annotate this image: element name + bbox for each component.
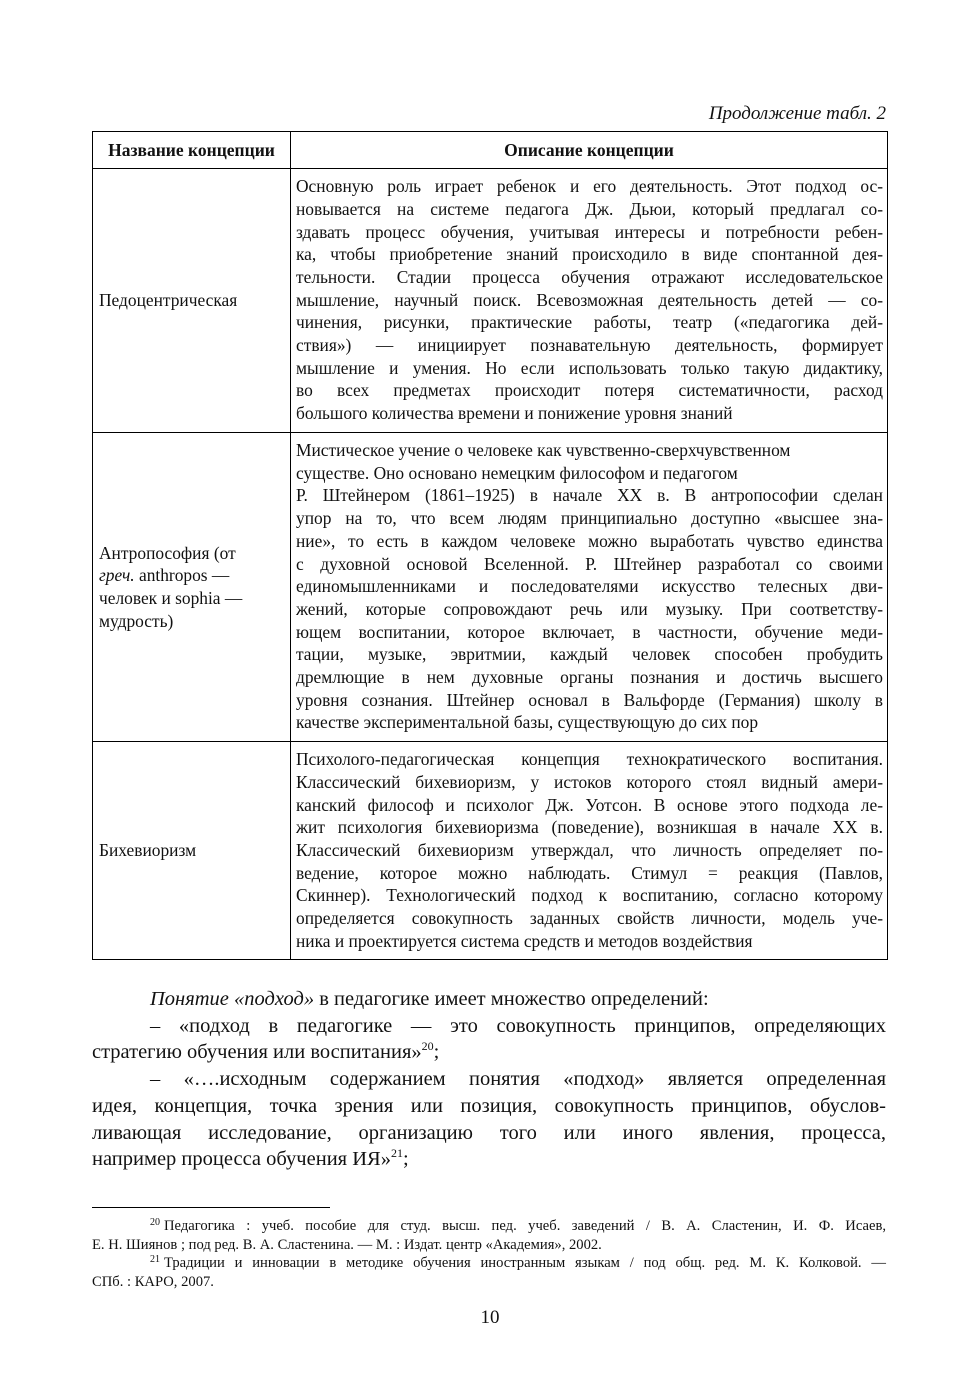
footnote-text: Педагогика : учеб. пособие для студ. высш. пед. учеб. заведений / В. А. Сластенин, И. Ф. Исаев, <box>164 1218 886 1234</box>
footnote-line: СПб. : КАРО, 2007. <box>92 1273 214 1290</box>
description-line: ющем воспитании, которое включает, в частности, обучение меди- <box>296 621 883 642</box>
page-number: 10 <box>480 1307 500 1328</box>
description-line: ствия») — инициирует познавательную деятельность, формирует <box>296 335 883 356</box>
definition-line: идея, концепция, точка зрения или позиция, совокупность принципов, обуслов- <box>92 1094 886 1117</box>
table-row <box>93 169 888 433</box>
concept-description <box>291 742 888 960</box>
description-line: ка, чтобы приобретение знаний происходило в виде спонтанной дея- <box>296 244 883 265</box>
paragraph-intro <box>92 986 886 1013</box>
body-text <box>92 986 886 1173</box>
description-line: ведение, которое можно наблюдать. Стимул = реакция (Павлов, <box>296 862 883 883</box>
description-line: Мистическое учение о человеке как чувственно-сверхчувственном <box>296 440 791 460</box>
concept-name-line <box>99 564 284 587</box>
description-line: тации, музыке, эвритмии, каждый человек способен пробудить <box>296 644 883 665</box>
footnote-ref[interactable]: 21 <box>390 1146 403 1161</box>
description-line: с духовной основой Вселенной. Р. Штейнер разработал со своими <box>296 553 883 574</box>
footnote-number: 21 <box>150 1254 160 1266</box>
definition-line: ливающая исследование, организацию того или иного явления, процесса, <box>92 1121 886 1144</box>
footnote-ref[interactable]: 20 <box>421 1039 434 1054</box>
table-caption: Продолжение табл. 2 <box>708 103 886 124</box>
description-line: существе. Оно основано немецким философом и педагогом <box>296 462 738 483</box>
concept-name <box>93 742 291 960</box>
concept-name <box>93 169 291 433</box>
description-line: Скиннер). Технологический подход к воспитанию, согласно которому <box>296 885 883 906</box>
footnotes <box>92 1217 886 1291</box>
description-line: Классический бихевиоризм, у истоков которого стоял видный амери- <box>296 771 883 792</box>
footnote-line: Е. Н. Шиянов ; под ред. В. А. Сластенина. — М. : Издат. центр «Академия», 2002. <box>92 1236 602 1253</box>
description-line: дремлющие в нем духовные органы познания и достичь высшего <box>296 667 883 688</box>
punctuation: ; <box>402 1148 409 1171</box>
description-line: жений, которые сопровождают речь или музыку. При соответству- <box>296 598 883 619</box>
concept-description <box>291 433 888 742</box>
footnote-line <box>92 1254 886 1273</box>
concept-description <box>291 169 888 433</box>
footnote-number: 20 <box>150 1217 160 1228</box>
description-line: жит психология бихевиоризма (поведение), возникшая в начале XX в. <box>296 817 883 838</box>
definition-line <box>92 1146 886 1173</box>
description-line: Р. Штейнером (1861–1925) в начале XX в. В антропософии сделан <box>296 485 883 506</box>
column-header-description: Описание концепции <box>291 132 888 169</box>
greek-abbrev: греч. <box>99 565 135 586</box>
definition-line: – «подход в педагогике — это совокупность принципов, определяющих <box>150 1014 886 1037</box>
concepts-table <box>92 131 888 960</box>
description-line: Психолого-педагогическая концепция технократического воспитания. <box>296 749 883 770</box>
term-italic: Понятие «подход» <box>150 988 315 1010</box>
footnote-separator <box>92 1207 330 1208</box>
concept-name-line: Бихевиоризм <box>99 840 197 861</box>
description-line: Классический бихевиоризм утверждал, что личность определяет по- <box>296 839 883 860</box>
paragraph-text: в педагогике имеет множество определений: <box>314 988 709 1010</box>
table-row <box>93 433 888 742</box>
description-line: мышление и умения. Но если использовать только такую дидактику, <box>296 357 883 378</box>
paragraph-text: стратегию обучения или воспитания» <box>92 1041 422 1064</box>
table-row <box>93 742 888 960</box>
description-line: тельности. Стадии процесса обучения отражают исследовательское <box>296 266 883 287</box>
description-line: Основную роль играет ребенок и его деятельность. Этот подход ос- <box>296 176 883 197</box>
definition-line: – «….исходным содержанием понятия «подход» является определенная <box>150 1068 886 1091</box>
description-line: единомышленниками и последователями искусство телесных дви- <box>296 576 883 597</box>
concept-name-fragment: anthropos — <box>134 565 230 586</box>
description-line: здавать процесс обучения, учитывая интересы и потребности ребен- <box>296 221 883 242</box>
description-line: чинения, рисунки, практические работы, театр («педагогика дей- <box>296 312 883 333</box>
description-line: уровня сознания. Штейнер основал в Вальфорде (Германия) школу в <box>296 689 883 710</box>
description-line: определяется совокупность заданных свойств личности, модель уче- <box>296 908 883 929</box>
description-line: ние», то есть в каждом человеке можно выработать чувство единства <box>296 530 883 551</box>
footnote-text: Традиции и инновации в методике обучения иностранным языкам / под общ. ред. М. К. Колковой. — <box>164 1255 886 1272</box>
definition-line <box>92 1039 886 1066</box>
concept-name <box>93 433 291 742</box>
description-line: ника и проектируется система средств и методов воздействия <box>296 930 753 951</box>
punctuation: ; <box>433 1041 440 1064</box>
concept-name-line: Педоцентрическая <box>99 290 238 311</box>
concept-name-line: человек и sophia — <box>99 588 243 609</box>
description-line: качестве экспериментальной базы, существующую до сих пор <box>296 712 759 733</box>
description-line: упор на то, что всем людям принципиально доступно «высшее зна- <box>296 508 883 529</box>
column-header-name: Название концепции <box>93 132 291 169</box>
table-header-row <box>93 132 888 169</box>
description-line: мышление, научный поиск. Всевозможная деятельность детей — со- <box>296 289 883 310</box>
description-line: большого количества времени и понижение уровня знаний <box>296 403 733 424</box>
description-line: во всех предметах происходит потеря систематичности, расход <box>296 380 883 401</box>
footnote-line <box>92 1217 886 1236</box>
paragraph-text: например процесса обучения ИЯ» <box>92 1148 391 1171</box>
description-line: канский философ и психолог Дж. Уотсон. В основе этого подхода ле- <box>296 794 883 815</box>
concept-name-line: мудрость) <box>99 610 174 631</box>
description-line: новывается на системе педагога Дж. Дьюи, который предлагал со- <box>296 198 883 219</box>
concept-name-line: Антропософия (от <box>99 542 236 563</box>
